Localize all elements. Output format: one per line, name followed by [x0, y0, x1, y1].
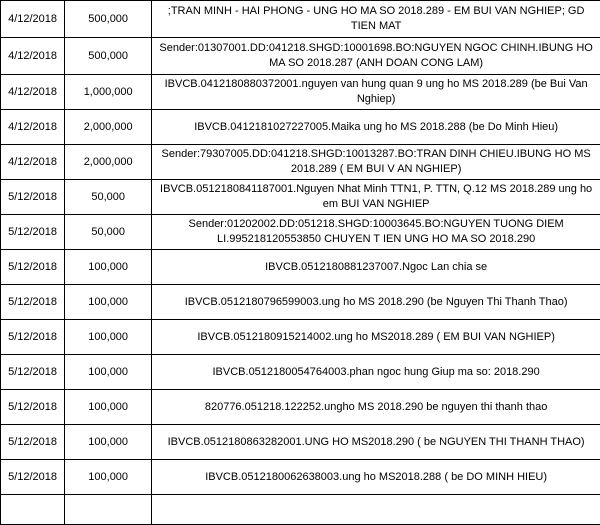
- description-cell: Sender:01202002.DD:051218.SHGD:10003645.BO:NGUYEN TUONG DIEM LI.995218120553850 CHUYEN T IEN UNG HO MA SO 2018.290: [152, 215, 600, 250]
- table-row: [1, 145, 600, 180]
- amount-cell: 50,000: [65, 180, 152, 215]
- date-cell: 4/12/2018: [1, 75, 65, 110]
- table-row: [1, 215, 600, 250]
- amount-cell: 100,000: [65, 355, 152, 390]
- table-row: [1, 250, 600, 285]
- table-row: [1, 1, 600, 38]
- amount-cell: 2,000,000: [65, 110, 152, 145]
- table-row: [1, 180, 600, 215]
- date-cell: 4/12/2018: [1, 145, 65, 180]
- date-cell: 5/12/2018: [1, 320, 65, 355]
- description-cell: IBVCB.0512180863282001.UNG HO MS2018.290 ( be NGUYEN THI THANH THAO): [152, 425, 600, 460]
- date-cell: 5/12/2018: [1, 425, 65, 460]
- date-cell: 5/12/2018: [1, 460, 65, 495]
- date-cell: 4/12/2018: [1, 1, 65, 38]
- date-cell: 5/12/2018: [1, 180, 65, 215]
- description-cell: ;TRAN MINH - HAI PHONG - UNG HO MA SO 2018.289 - EM BUI VAN NGHIEP; GD TIEN MAT: [152, 1, 600, 38]
- amount-cell: 100,000: [65, 285, 152, 320]
- amount-cell: [65, 495, 152, 525]
- table-row: [1, 495, 600, 525]
- date-cell: 5/12/2018: [1, 285, 65, 320]
- date-cell: 5/12/2018: [1, 250, 65, 285]
- date-cell: 4/12/2018: [1, 110, 65, 145]
- description-cell: 820776.051218.122252.ungho MS 2018.290 be nguyen thi thanh thao: [152, 390, 600, 425]
- date-cell: 5/12/2018: [1, 215, 65, 250]
- table-row: [1, 285, 600, 320]
- amount-cell: 1,000,000: [65, 75, 152, 110]
- amount-cell: 100,000: [65, 425, 152, 460]
- description-cell: Sender:79307005.DD:041218.SHGD:10013287.BO:TRAN DINH CHIEU.IBUNG HO MS 2018.289 ( EM BUI V AN NGHIEP): [152, 145, 600, 180]
- table-row: [1, 75, 600, 110]
- description-cell: IBVCB.0512180796599003.ung ho MS 2018.290 (be Nguyen Thi Thanh Thao): [152, 285, 600, 320]
- amount-cell: 50,000: [65, 215, 152, 250]
- description-cell: Sender:01307001.DD:041218.SHGD:10001698.BO:NGUYEN NGOC CHINH.IBUNG HO MA SO 2018.287 (ANH DOAN CONG LAM): [152, 38, 600, 75]
- date-cell: 4/12/2018: [1, 38, 65, 75]
- table-row: [1, 355, 600, 390]
- amount-cell: 500,000: [65, 1, 152, 38]
- date-cell: 5/12/2018: [1, 390, 65, 425]
- table-row: [1, 425, 600, 460]
- table-row: [1, 460, 600, 495]
- description-cell: [152, 495, 600, 525]
- description-cell: IBVCB.0512180915214002.ung ho MS2018.289 ( EM BUI VAN NGHIEP): [152, 320, 600, 355]
- table-row: [1, 390, 600, 425]
- description-cell: IBVCB.0412181027227005.Maika ung ho MS 2018.288 (be Do Minh Hieu): [152, 110, 600, 145]
- table-row: [1, 38, 600, 75]
- description-cell: IBVCB.0412180880372001.nguyen van hung quan 9 ung ho MS 2018.289 (be Bui Van Nghiep): [152, 75, 600, 110]
- amount-cell: 500,000: [65, 38, 152, 75]
- amount-cell: 100,000: [65, 320, 152, 355]
- table-row: [1, 320, 600, 355]
- description-cell: IBVCB.0512180841187001.Nguyen Nhat Minh TTN1, P. TTN, Q.12 MS 2018.289 ung ho em BUI VAN NGHIEP: [152, 180, 600, 215]
- amount-cell: 100,000: [65, 390, 152, 425]
- date-cell: [1, 495, 65, 525]
- amount-cell: 100,000: [65, 250, 152, 285]
- date-cell: 5/12/2018: [1, 355, 65, 390]
- description-cell: IBVCB.0512180054764003.phan ngoc hung Giup ma so: 2018.290: [152, 355, 600, 390]
- table-row: [1, 110, 600, 145]
- amount-cell: 2,000,000: [65, 145, 152, 180]
- description-cell: IBVCB.0512180881237007.Ngoc Lan chia se: [152, 250, 600, 285]
- amount-cell: 100,000: [65, 460, 152, 495]
- description-cell: IBVCB.0512180062638003.ung ho MS2018.288 ( be DO MINH HIEU): [152, 460, 600, 495]
